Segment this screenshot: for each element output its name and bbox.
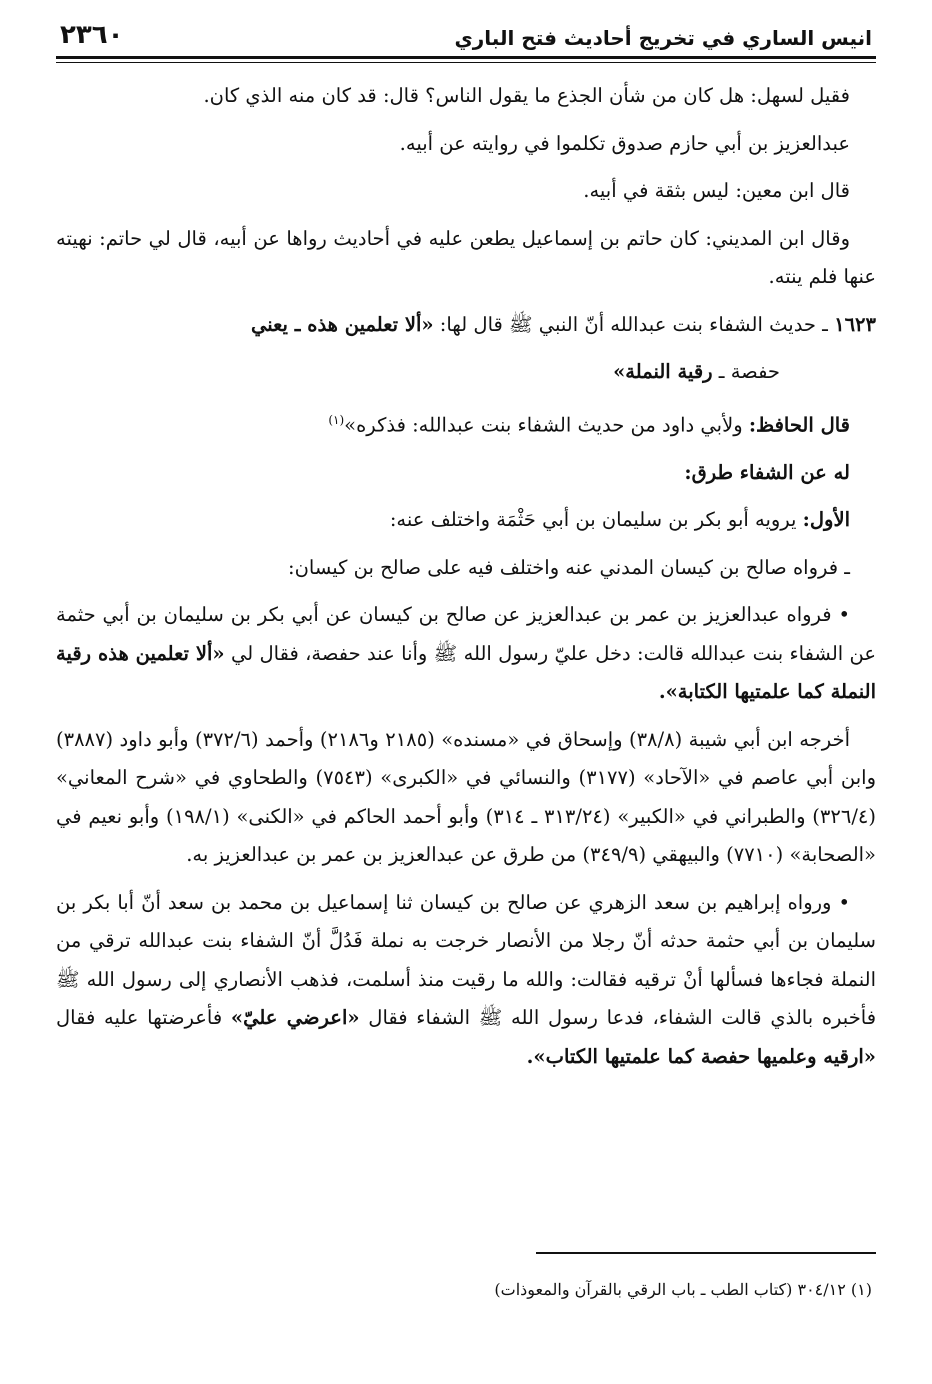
narration-ibrahim-middle: فأعرضتها عليه فقال: [56, 1006, 223, 1029]
paragraph-abdulaziz: عبدالعزيز بن أبي حازم صدوق تكلموا في روايته عن أبيه.: [399, 131, 850, 155]
footnote-separator: [536, 1252, 876, 1254]
footnote-reference: (١): [328, 412, 345, 427]
page-body: [56, 77, 876, 1076]
footnote: (١) ٣٠٤/١٢ (كتاب الطب ـ باب الرقي بالقرآن والمعوذات): [494, 1280, 872, 1299]
hadith-continuation-text: حفصة ـ: [712, 360, 780, 383]
narration-ibrahim-text: • ورواه إبراهيم بن سعد الزهري عن صالح بن كيسان ثنا إسماعيل بن محمد بن سعد أنّ أبا بكر بن سليمان بن أبي حثمة حدثه أنّ رجلا من الأنصار خرجت به نملة فَدُلَّ أنّ الشفاء بنت عبدالله ترقي من النملة فجاءها فسألها أنْ ترقيه فقالت: والله ما رقيت منذ أسلمت، فذهب الأنصاري إلى رسول الله ﷺ فأخبره بالذي قالت الشفاء، فدعا رسول الله ﷺ الشفاء فقال: [56, 890, 877, 1029]
narration-ibrahim-quote-2: «ارقيه وعلميها حفصة كما علمتيها الكتاب».: [526, 1044, 876, 1068]
narration-abdulaziz-quote: «ألا تعلمين هذه رقية النملة كما علمتيها الكتابة».: [56, 641, 876, 703]
first-route-label: الأول:: [802, 508, 850, 531]
hadith-continuation-quote: رقية النملة»: [613, 360, 713, 383]
hadith-continuation: [56, 353, 876, 392]
running-header: [56, 20, 876, 59]
hafiz-text: ولأبي داود من حديث الشفاء بنت عبدالله: فذكره»: [344, 413, 743, 436]
first-route-text: يرويه أبو بكر بن سليمان بن أبي حَثْمَة واختلف عنه:: [389, 508, 797, 531]
narration-ibrahim: [56, 884, 876, 1077]
narration-abdulaziz: [56, 596, 876, 712]
narration-ibrahim-quote-1: «اعرضي عليّ»: [230, 1006, 360, 1029]
routes-heading: له عن الشفاء طرق:: [684, 460, 850, 484]
book-title: انيس الساري في تخريج أحاديث فتح الباري: [454, 26, 872, 50]
paragraph-ibn-maeen: قال ابن معين: ليس بثقة في أبيه.: [583, 179, 850, 202]
hafiz-statement: [56, 401, 876, 445]
takhrij-paragraph: أخرجه ابن أبي شيبة (٣٨/٨) وإسحاق في «مسنده» (٢١٨٥ و٢١٨٦) وأحمد (٣٧٢/٦) وأبو داود (٣٨٨٧) وابن أبي عاصم في «الآحاد» (٣١٧٧) والنسائي في «الكبرى» (٧٥٤٣) والطحاوي في «شرح المعاني» (٣٢٦/٤) والطبراني في «الكبير» (٣١٣/٢٤ ـ ٣١٤) وأبو أحمد الحاكم في «الكنى» (١٩٨/١) وأبو نعيم في «الصحابة» (٧٧١٠) والبيهقي (٣٤٩/٩) من طرق عن عبدالعزيز بن عمر بن عبدالعزيز به.: [56, 727, 876, 866]
paragraph-ibn-madini: وقال ابن المديني: كان حاتم بن إسماعيل يطعن عليه في أحاديث رواها عن أبيه، قال لي حاتم: نهيته عنها فلم ينته.: [56, 226, 876, 288]
hafiz-label: قال الحافظ:: [748, 413, 850, 436]
paragraph-sahl: فقيل لسهل: هل كان من شأن الجذع ما يقول الناس؟ قال: قد كان منه الذي كان.: [203, 84, 850, 107]
first-route: [56, 501, 876, 540]
hadith-entry: [56, 306, 876, 345]
page-number: ٢٣٦٠: [60, 20, 124, 50]
hadith-number: ١٦٢٣: [834, 312, 876, 336]
hadith-quote: «ألا تعلمين هذه ـ يعني: [250, 312, 434, 336]
sub-route: ـ فرواه صالح بن كيسان المدني عنه واختلف فيه على صالح بن كيسان:: [288, 555, 850, 579]
narration-abdulaziz-text: • فرواه عبدالعزيز بن عمر بن عبدالعزيز عن صالح بن كيسان عن أبي بكر بن سليمان بن أبي حثمة عن الشفاء بنت عبدالله قالت: دخل عليّ رسول الله ﷺ وأنا عند حفصة، فقال لي: [56, 603, 877, 665]
book-page: [56, 20, 876, 1370]
hadith-text: ـ حديث الشفاء بنت عبدالله أنّ النبي ﷺ قال لها:: [439, 312, 828, 336]
